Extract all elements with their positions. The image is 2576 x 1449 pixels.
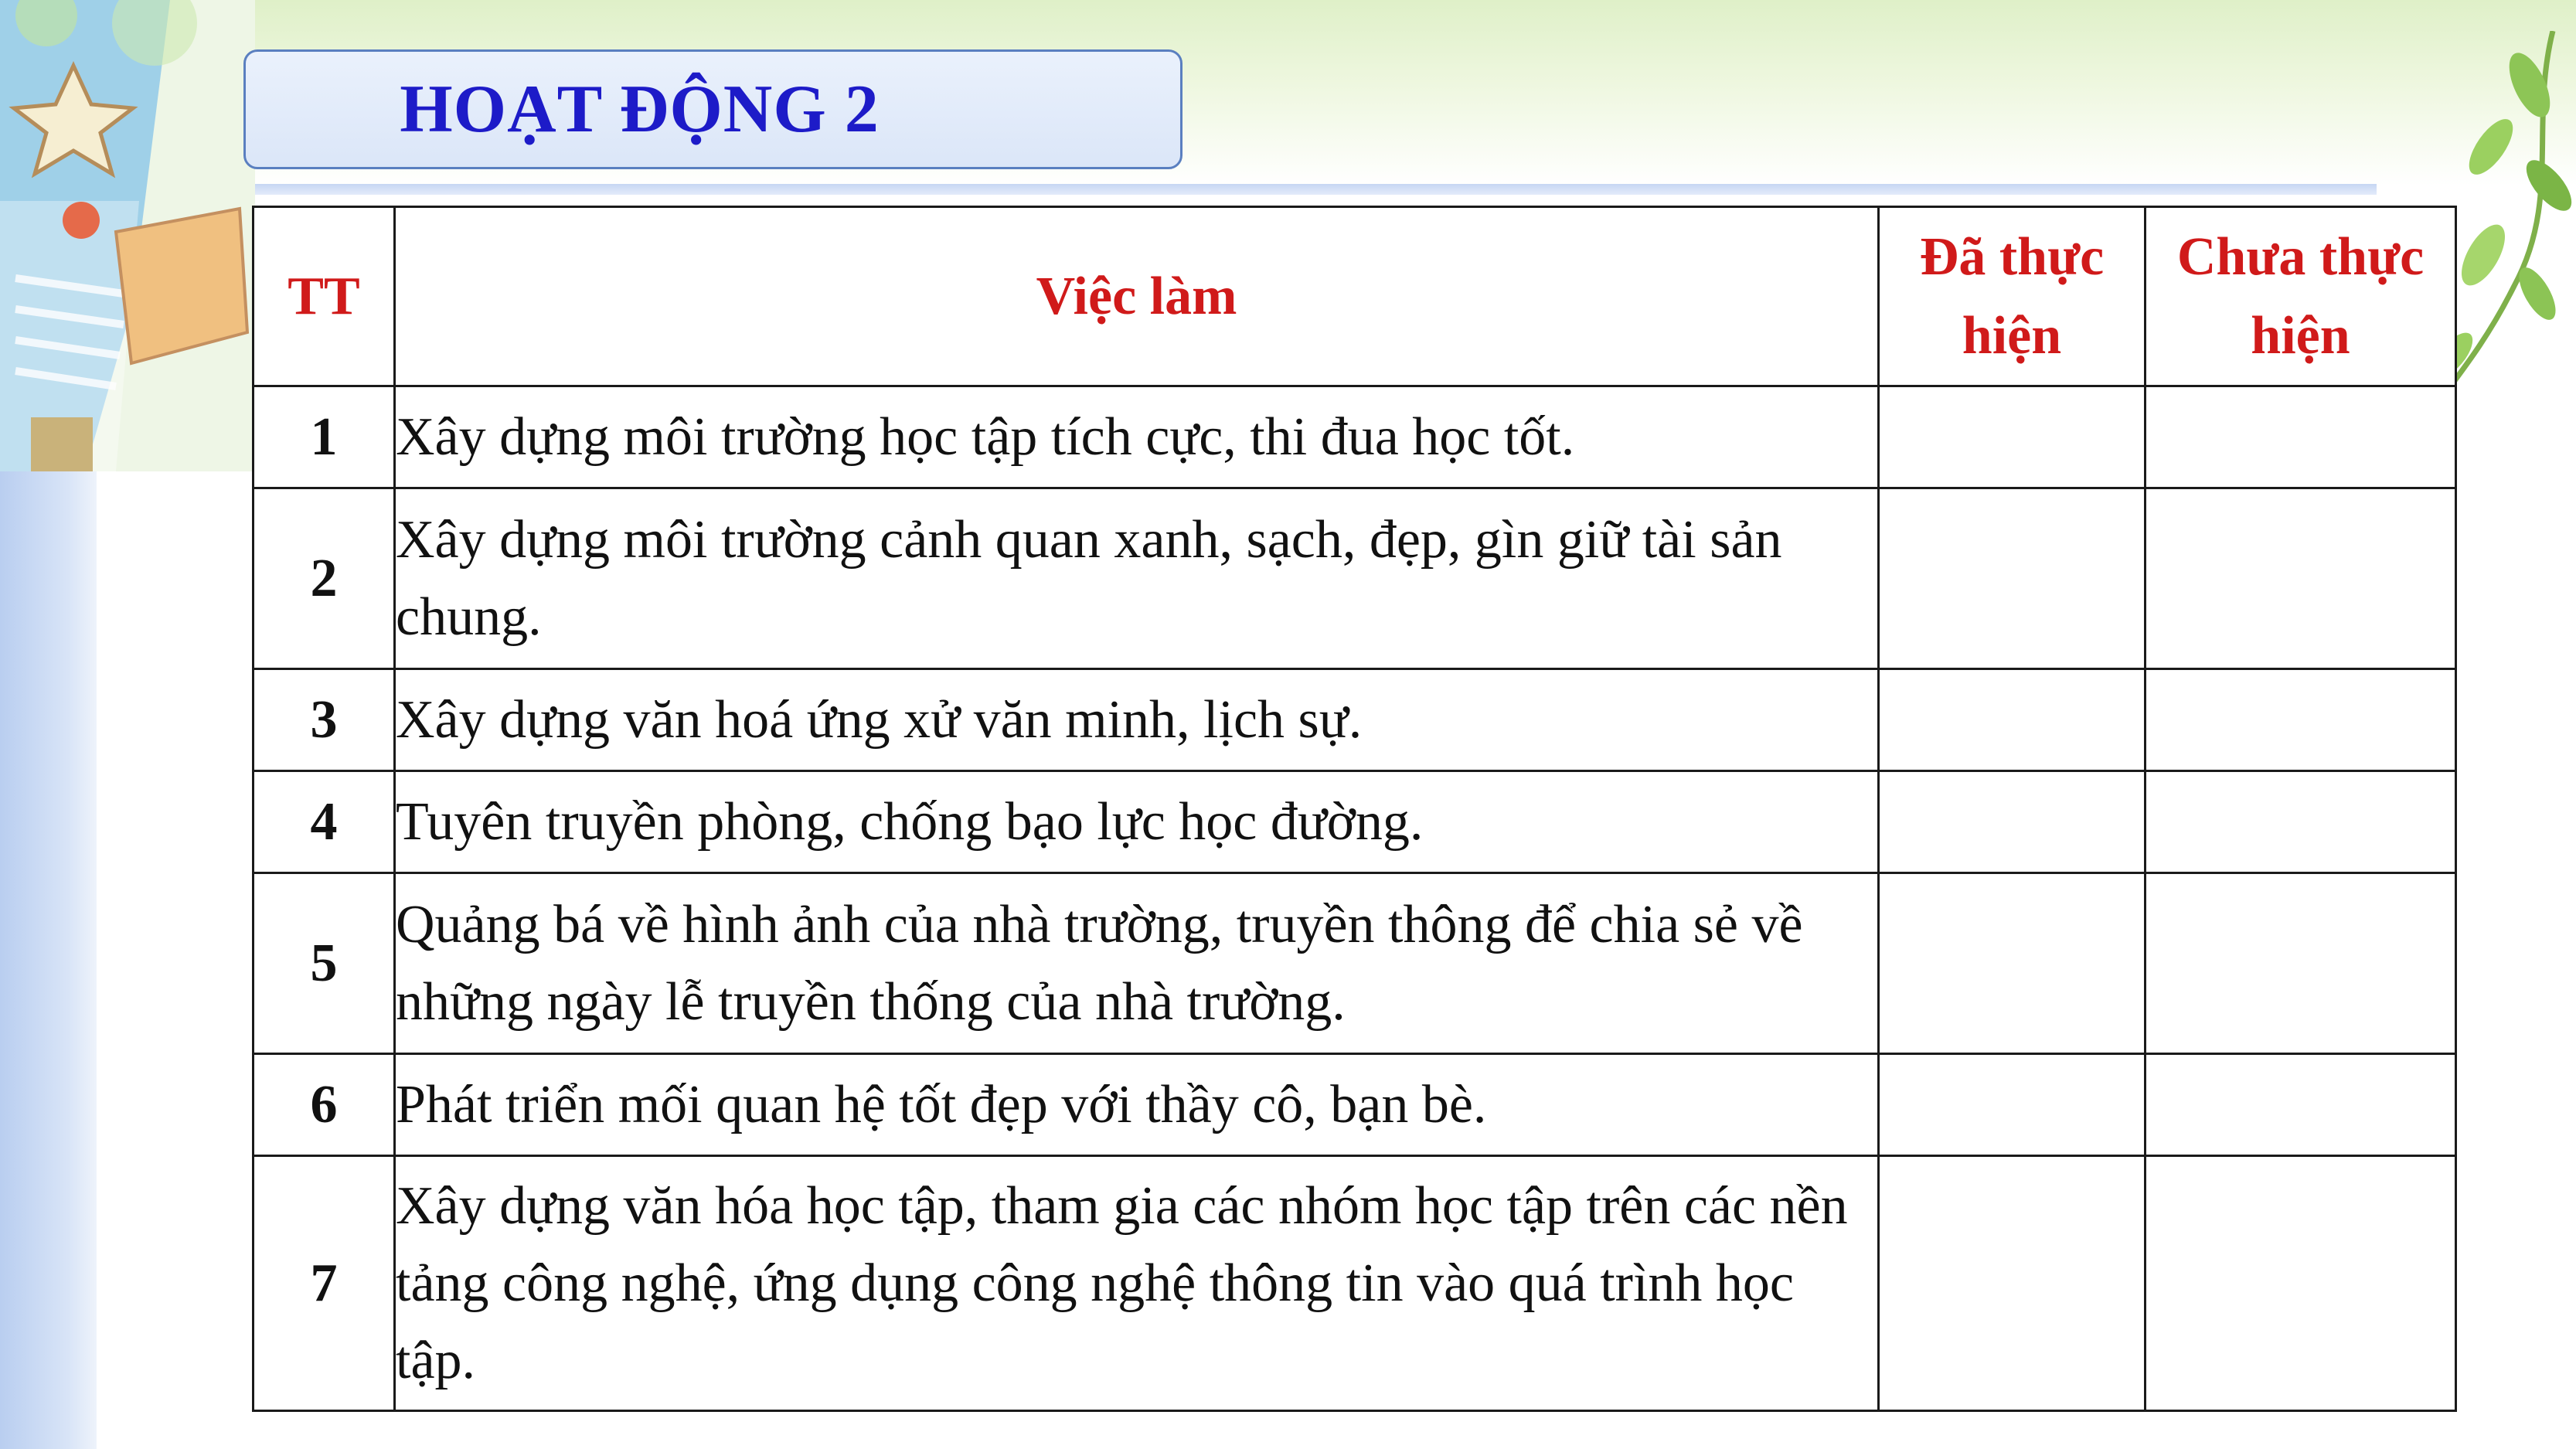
row-task: Phát triển mối quan hệ tốt đẹp với thầy cô, bạn bè. xyxy=(395,1054,1879,1156)
row-number: 1 xyxy=(254,386,395,488)
background-left-strip xyxy=(0,468,97,1449)
done-cell[interactable] xyxy=(1879,488,2146,669)
row-number: 3 xyxy=(254,669,395,771)
not-done-cell[interactable] xyxy=(2146,488,2456,669)
not-done-cell[interactable] xyxy=(2146,1054,2456,1156)
title-box xyxy=(243,49,1183,169)
table-row xyxy=(254,386,2456,488)
not-done-cell[interactable] xyxy=(2146,873,2456,1054)
done-cell[interactable] xyxy=(1879,873,2146,1054)
activity-table xyxy=(252,206,2457,1412)
header-tt: TT xyxy=(254,207,395,386)
not-done-cell[interactable] xyxy=(2146,1156,2456,1411)
row-number: 7 xyxy=(254,1156,395,1411)
row-number: 5 xyxy=(254,873,395,1054)
not-done-cell[interactable] xyxy=(2146,386,2456,488)
table-header-row xyxy=(254,207,2456,386)
row-task: Quảng bá về hình ảnh của nhà trường, truyền thông để chia sẻ về những ngày lễ truyền thống của nhà trường. xyxy=(395,873,1879,1054)
done-cell[interactable] xyxy=(1879,669,2146,771)
row-number: 2 xyxy=(254,488,395,669)
header-done: Đã thực hiện xyxy=(1879,207,2146,386)
header-task: Việc làm xyxy=(395,207,1879,386)
page-title: HOẠT ĐỘNG 2 xyxy=(400,72,880,147)
star-decoration-icon xyxy=(0,0,255,471)
not-done-cell[interactable] xyxy=(2146,771,2456,873)
done-cell[interactable] xyxy=(1879,386,2146,488)
table-row xyxy=(254,1156,2456,1411)
table-row xyxy=(254,488,2456,669)
table-row xyxy=(254,1054,2456,1156)
row-task: Xây dựng văn hóa học tập, tham gia các nhóm học tập trên các nền tảng công nghệ, ứng dụng công nghệ thông tin vào quá trình học tập. xyxy=(395,1156,1879,1411)
row-task: Tuyên truyền phòng, chống bạo lực học đường. xyxy=(395,771,1879,873)
header-not-done: Chưa thực hiện xyxy=(2146,207,2456,386)
done-cell[interactable] xyxy=(1879,1156,2146,1411)
table-row xyxy=(254,873,2456,1054)
not-done-cell[interactable] xyxy=(2146,669,2456,771)
done-cell[interactable] xyxy=(1879,771,2146,873)
row-task: Xây dựng môi trường cảnh quan xanh, sạch, đẹp, gìn giữ tài sản chung. xyxy=(395,488,1879,669)
table-row xyxy=(254,669,2456,771)
row-task: Xây dựng môi trường học tập tích cực, thi đua học tốt. xyxy=(395,386,1879,488)
row-number: 4 xyxy=(254,771,395,873)
done-cell[interactable] xyxy=(1879,1054,2146,1156)
table-row xyxy=(254,771,2456,873)
title-underline-rule xyxy=(139,184,2377,195)
row-number: 6 xyxy=(254,1054,395,1156)
row-task: Xây dựng văn hoá ứng xử văn minh, lịch sự. xyxy=(395,669,1879,771)
